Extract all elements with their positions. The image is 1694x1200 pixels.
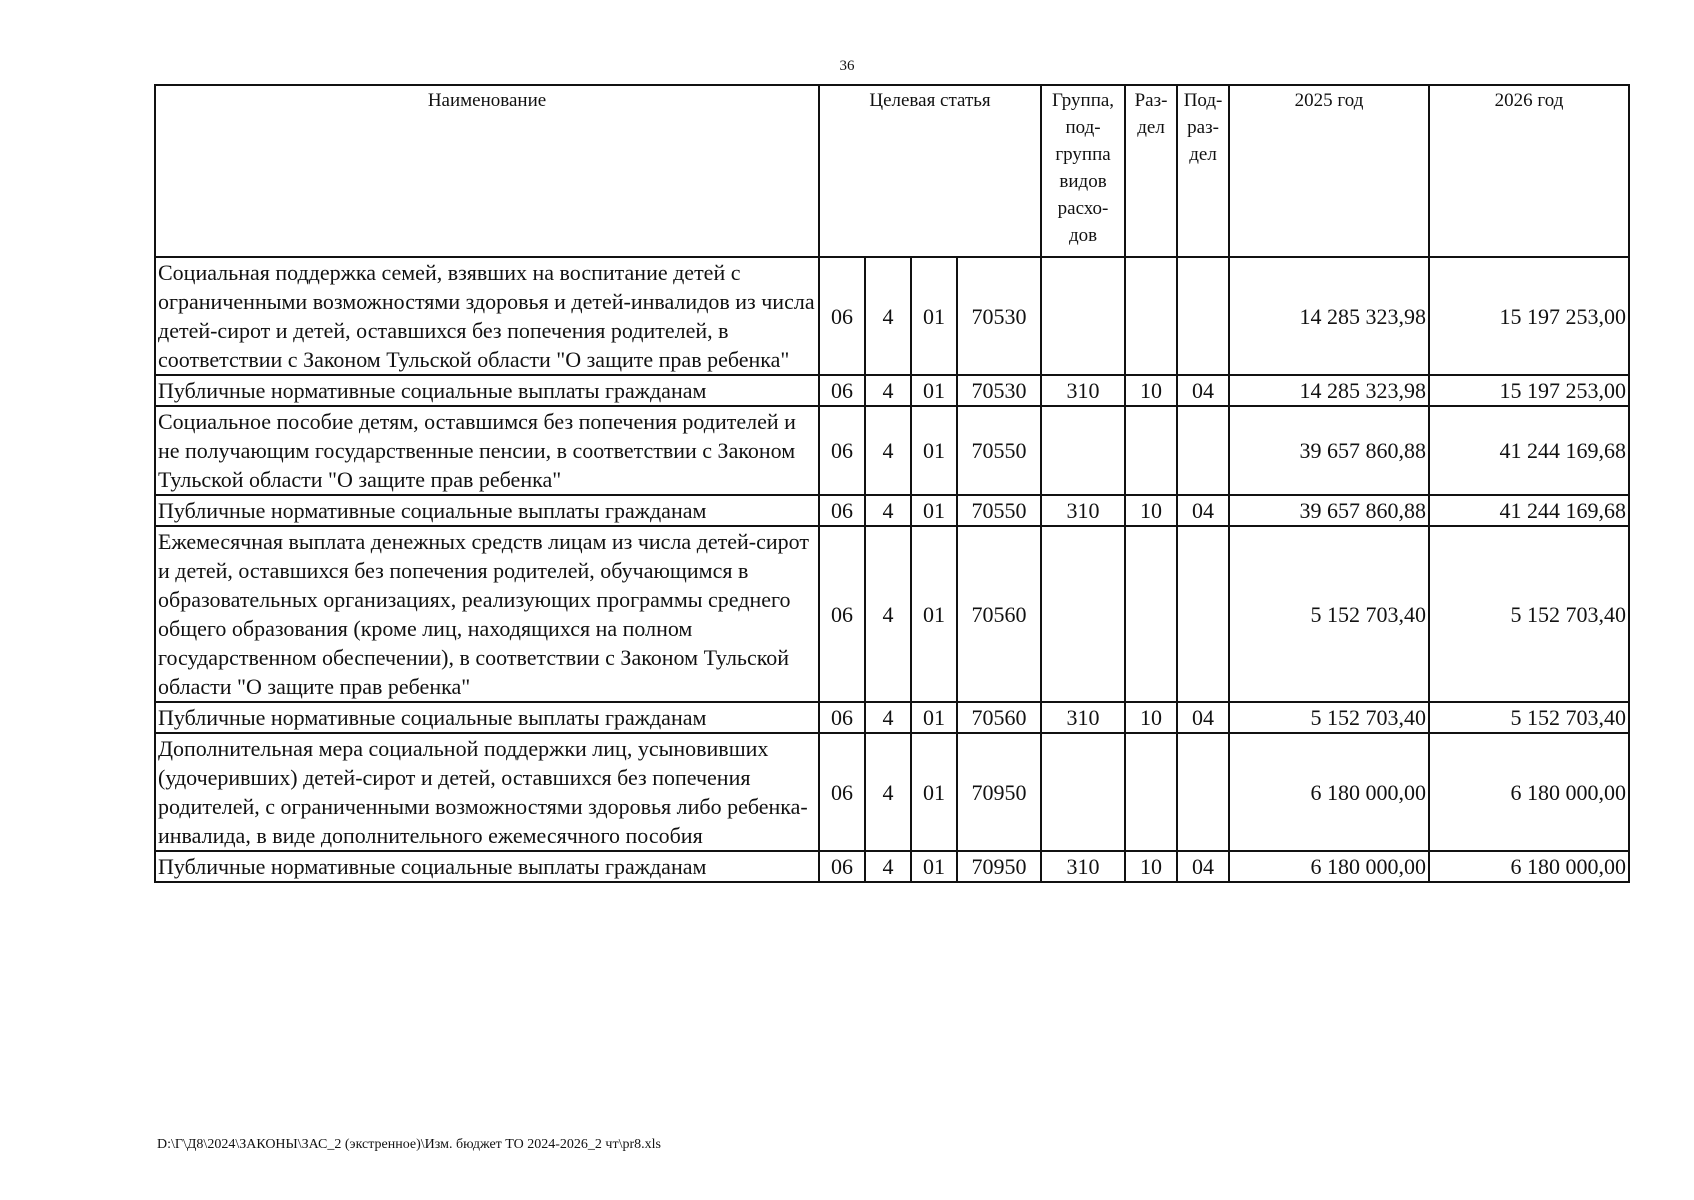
header-subsection: Под- раз- дел (1177, 85, 1229, 257)
cell-target-program: 06 (819, 733, 865, 851)
cell-subsection: 04 (1177, 375, 1229, 406)
table-row (155, 406, 1629, 495)
cell-amount-2026: 5 152 703,40 (1429, 526, 1629, 702)
cell-section (1125, 526, 1177, 702)
table-body (155, 257, 1629, 882)
cell-target-direction: 70530 (957, 375, 1041, 406)
cell-target-direction: 70560 (957, 526, 1041, 702)
cell-amount-2026: 6 180 000,00 (1429, 733, 1629, 851)
header-year-2026: 2026 год (1429, 85, 1629, 257)
cell-amount-2025: 5 152 703,40 (1229, 702, 1429, 733)
cell-amount-2026: 41 244 169,68 (1429, 406, 1629, 495)
cell-subsection (1177, 257, 1229, 375)
cell-section: 10 (1125, 702, 1177, 733)
cell-subsection (1177, 526, 1229, 702)
cell-target-event: 01 (911, 526, 957, 702)
cell-target-subprogram: 4 (865, 851, 911, 882)
cell-amount-2025: 5 152 703,40 (1229, 526, 1429, 702)
cell-name: Ежемесячная выплата денежных средств лицам из числа детей-сирот и детей, оставшихся без попечения родителей, обучающимся в образовательных организациях, реализующих программы среднего общего образования (кроме лиц, находящихся на полном государственном обеспечении), в соответствии с Законом Тульской области "О защите прав ребенка" (155, 526, 819, 702)
cell-target-direction: 70950 (957, 733, 1041, 851)
budget-table (154, 84, 1630, 883)
cell-expense-group (1041, 406, 1125, 495)
cell-subsection: 04 (1177, 851, 1229, 882)
page-number: 36 (839, 58, 855, 74)
cell-subsection: 04 (1177, 702, 1229, 733)
cell-section (1125, 257, 1177, 375)
cell-amount-2025: 6 180 000,00 (1229, 851, 1429, 882)
cell-target-subprogram: 4 (865, 733, 911, 851)
cell-section: 10 (1125, 375, 1177, 406)
cell-target-program: 06 (819, 495, 865, 526)
cell-target-direction: 70560 (957, 702, 1041, 733)
cell-name: Дополнительная мера социальной поддержки лиц, усыновивших (удочеривших) детей-сирот и детей, оставшихся без попечения родителей, с ограниченными возможностями здоровья либо ребенка-инвалида, в виде дополнительного ежемесячного пособия (155, 733, 819, 851)
header-target-article: Целевая статья (819, 85, 1041, 257)
cell-target-subprogram: 4 (865, 526, 911, 702)
cell-section: 10 (1125, 851, 1177, 882)
cell-amount-2026: 15 197 253,00 (1429, 257, 1629, 375)
cell-target-direction: 70550 (957, 495, 1041, 526)
cell-subsection: 04 (1177, 495, 1229, 526)
cell-expense-group (1041, 257, 1125, 375)
cell-amount-2025: 39 657 860,88 (1229, 406, 1429, 495)
header-group: Группа, под- группа видов расхо- дов (1041, 85, 1125, 257)
cell-section (1125, 733, 1177, 851)
cell-name: Социальная поддержка семей, взявших на воспитание детей с ограниченными возможностями здоровья и детей-инвалидов из числа детей-сирот и детей, оставшихся без попечения родителей, в соответствии с Законом Тульской области "О защите прав ребенка" (155, 257, 819, 375)
table-row (155, 375, 1629, 406)
cell-target-subprogram: 4 (865, 495, 911, 526)
cell-target-event: 01 (911, 851, 957, 882)
cell-expense-group (1041, 733, 1125, 851)
cell-expense-group: 310 (1041, 495, 1125, 526)
cell-section: 10 (1125, 495, 1177, 526)
cell-target-event: 01 (911, 495, 957, 526)
cell-target-program: 06 (819, 526, 865, 702)
header-year-2025: 2025 год (1229, 85, 1429, 257)
cell-target-subprogram: 4 (865, 406, 911, 495)
cell-target-program: 06 (819, 406, 865, 495)
cell-target-subprogram: 4 (865, 257, 911, 375)
cell-name: Публичные нормативные социальные выплаты гражданам (155, 375, 819, 406)
cell-amount-2025: 6 180 000,00 (1229, 733, 1429, 851)
cell-target-program: 06 (819, 375, 865, 406)
cell-expense-group (1041, 526, 1125, 702)
cell-name: Социальное пособие детям, оставшимся без попечения родителей и не получающим государственные пенсии, в соответствии с Законом Тульской области "О защите прав ребенка" (155, 406, 819, 495)
cell-target-program: 06 (819, 851, 865, 882)
cell-target-direction: 70550 (957, 406, 1041, 495)
cell-target-subprogram: 4 (865, 702, 911, 733)
cell-amount-2025: 39 657 860,88 (1229, 495, 1429, 526)
cell-subsection (1177, 733, 1229, 851)
cell-amount-2026: 15 197 253,00 (1429, 375, 1629, 406)
cell-name: Публичные нормативные социальные выплаты гражданам (155, 702, 819, 733)
cell-target-event: 01 (911, 733, 957, 851)
cell-expense-group: 310 (1041, 851, 1125, 882)
cell-target-program: 06 (819, 257, 865, 375)
cell-target-subprogram: 4 (865, 375, 911, 406)
cell-name: Публичные нормативные социальные выплаты гражданам (155, 495, 819, 526)
table-row (155, 702, 1629, 733)
cell-amount-2026: 41 244 169,68 (1429, 495, 1629, 526)
cell-amount-2026: 5 152 703,40 (1429, 702, 1629, 733)
cell-target-program: 06 (819, 702, 865, 733)
cell-section (1125, 406, 1177, 495)
cell-subsection (1177, 406, 1229, 495)
cell-amount-2025: 14 285 323,98 (1229, 257, 1429, 375)
cell-target-event: 01 (911, 375, 957, 406)
table-row (155, 495, 1629, 526)
cell-amount-2025: 14 285 323,98 (1229, 375, 1429, 406)
table-row (155, 851, 1629, 882)
table-row (155, 733, 1629, 851)
cell-target-event: 01 (911, 406, 957, 495)
header-row (155, 85, 1629, 257)
cell-amount-2026: 6 180 000,00 (1429, 851, 1629, 882)
cell-target-direction: 70950 (957, 851, 1041, 882)
cell-name: Публичные нормативные социальные выплаты гражданам (155, 851, 819, 882)
table-row (155, 257, 1629, 375)
header-name: Наименование (155, 85, 819, 257)
cell-expense-group: 310 (1041, 702, 1125, 733)
cell-target-event: 01 (911, 257, 957, 375)
cell-target-direction: 70530 (957, 257, 1041, 375)
table-row (155, 526, 1629, 702)
footer-file-path: D:\Г\Д8\2024\ЗАКОНЫ\ЗАС_2 (экстренное)\Изм. бюджет ТО 2024-2026_2 чт\pr8.xls (157, 1137, 661, 1152)
header-section: Раз- дел (1125, 85, 1177, 257)
cell-expense-group: 310 (1041, 375, 1125, 406)
cell-target-event: 01 (911, 702, 957, 733)
